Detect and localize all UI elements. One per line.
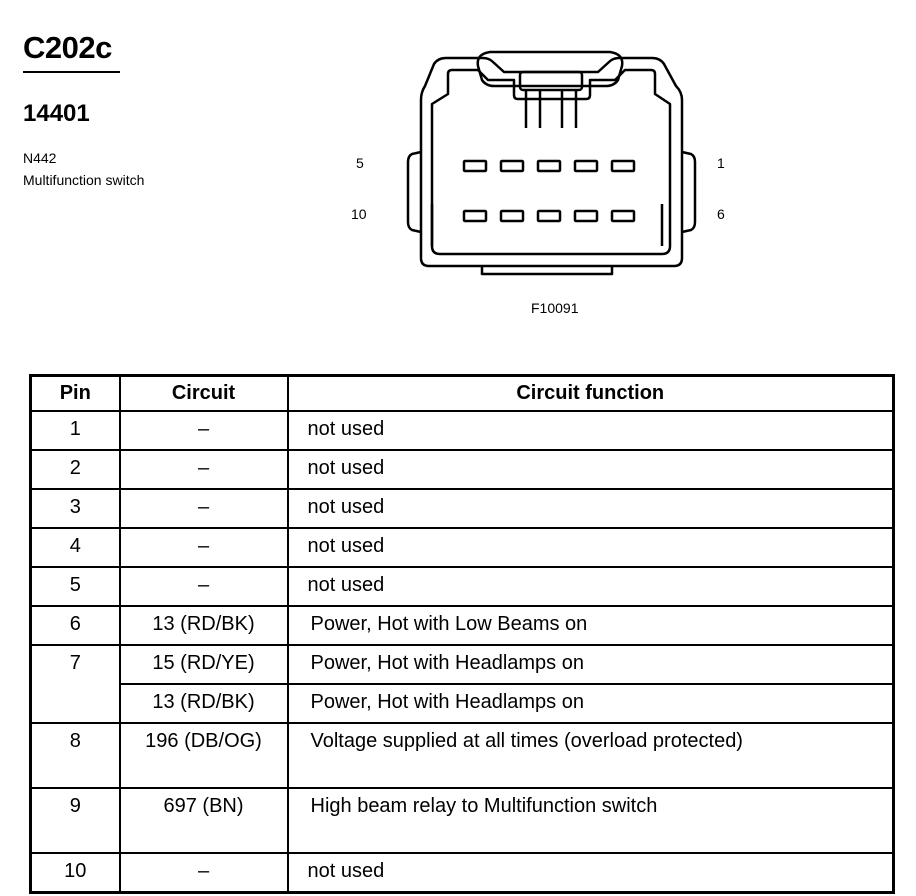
component-name: Multifunction switch: [23, 172, 145, 188]
circuit-cell: 13 (RD/BK): [120, 684, 288, 723]
function-cell: not used: [288, 450, 894, 489]
pinout-table: [29, 374, 895, 894]
pin-cell: 8: [31, 723, 120, 788]
table-row: [31, 489, 894, 528]
connector-right-tab: [682, 152, 695, 232]
pin-cell: 7: [31, 645, 120, 723]
table-row: [31, 606, 894, 645]
function-cell: not used: [288, 411, 894, 450]
function-cell: Power, Hot with Headlamps on: [288, 645, 894, 684]
pin-label-1: 1: [717, 155, 725, 171]
pin-cavity: [575, 211, 597, 221]
function-cell: not used: [288, 567, 894, 606]
pin-cell: 9: [31, 788, 120, 853]
function-cell: High beam relay to Multifunction switch: [288, 788, 894, 853]
header-circuit: Circuit: [120, 376, 288, 412]
table-row: [31, 723, 894, 788]
table-row: [31, 684, 894, 723]
table-row: [31, 853, 894, 893]
table-row: [31, 528, 894, 567]
pin-label-5: 5: [356, 155, 364, 171]
circuit-cell: –: [120, 450, 288, 489]
circuit-cell: –: [120, 853, 288, 893]
header-circuit-function: Circuit function: [288, 376, 894, 412]
component-code: N442: [23, 150, 57, 166]
circuit-cell: 13 (RD/BK): [120, 606, 288, 645]
pin-cell: 6: [31, 606, 120, 645]
pin-cell: 3: [31, 489, 120, 528]
circuit-cell: –: [120, 489, 288, 528]
function-cell: Power, Hot with Low Beams on: [288, 606, 894, 645]
table-header-row: [31, 376, 894, 412]
pin-cavity: [612, 211, 634, 221]
circuit-cell: –: [120, 567, 288, 606]
pin-label-10: 10: [351, 206, 367, 222]
function-cell: not used: [288, 489, 894, 528]
table-row: [31, 411, 894, 450]
function-cell: Power, Hot with Headlamps on: [288, 684, 894, 723]
pin-cell: 1: [31, 411, 120, 450]
pin-cavity: [538, 161, 560, 171]
pin-cell: 2: [31, 450, 120, 489]
connector-title: C202c: [23, 30, 112, 65]
function-cell: not used: [288, 853, 894, 893]
circuit-cell: 15 (RD/YE): [120, 645, 288, 684]
table-row: [31, 450, 894, 489]
part-number: 14401: [23, 100, 90, 127]
function-cell: Voltage supplied at all times (overload protected): [288, 723, 894, 788]
circuit-cell: 697 (BN): [120, 788, 288, 853]
pin-cell: 5: [31, 567, 120, 606]
table-row: [31, 788, 894, 853]
title-underline: [23, 71, 120, 73]
figure-number: F10091: [531, 300, 579, 316]
circuit-cell: –: [120, 528, 288, 567]
pin-cavity: [501, 161, 523, 171]
connector-left-tab: [408, 152, 421, 232]
pin-cavity: [464, 161, 486, 171]
table-row: [31, 567, 894, 606]
pin-cell: 10: [31, 853, 120, 893]
header-pin: Pin: [31, 376, 120, 412]
pin-cavity: [538, 211, 560, 221]
circuit-cell: 196 (DB/OG): [120, 723, 288, 788]
pin-cavity: [501, 211, 523, 221]
connector-face-diagram: [400, 50, 700, 280]
pin-cavity: [464, 211, 486, 221]
function-cell: not used: [288, 528, 894, 567]
table-row: [31, 645, 894, 684]
pin-label-6: 6: [717, 206, 725, 222]
pin-cavity: [612, 161, 634, 171]
circuit-cell: –: [120, 411, 288, 450]
pin-cavity: [575, 161, 597, 171]
pin-cell: 4: [31, 528, 120, 567]
latch-slot: [520, 72, 582, 90]
